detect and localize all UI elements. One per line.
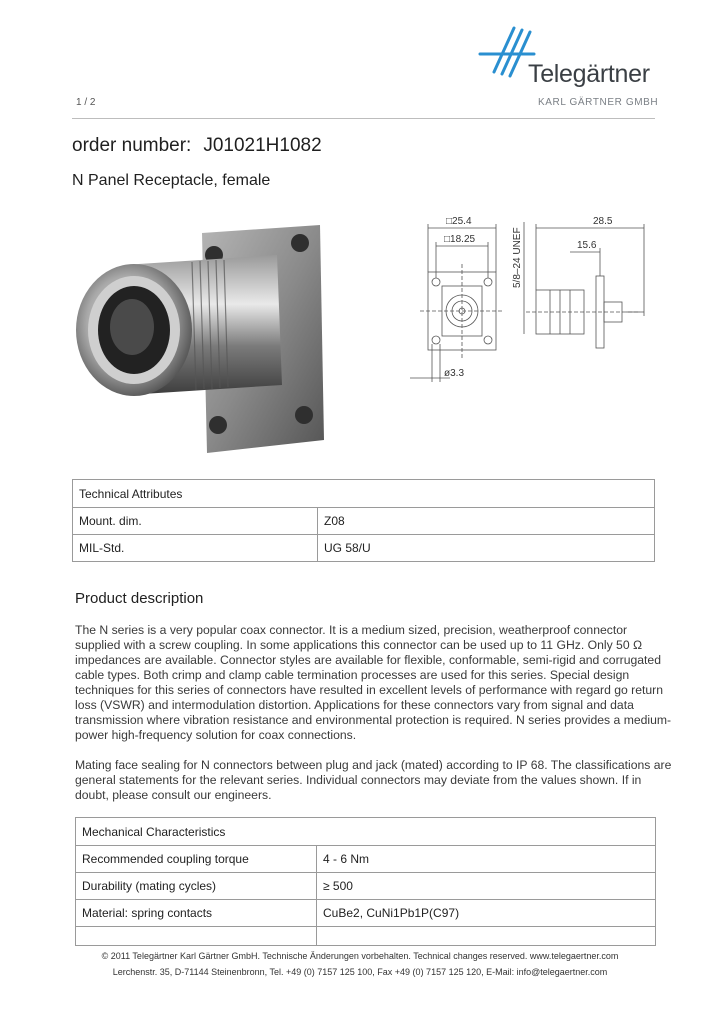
attr-value: UG 58/U: [318, 535, 655, 562]
table-row: [73, 508, 655, 535]
table-row: [73, 535, 655, 562]
footer-address: Lerchenstr. 35, D-71144 Steinenbronn, Tel. +49 (0) 7157 125 100, Fax +49 (0) 7157 125 120, E-Mail: info@telegaertner.com: [112, 967, 608, 977]
dim-inner-label: □18.25: [444, 234, 476, 245]
attr-value: Z08: [318, 508, 655, 535]
dim-hole-label: ø3.3: [444, 368, 465, 379]
product-description-title: Product description: [75, 590, 204, 607]
mech-value: 4 - 6 Nm: [317, 846, 656, 873]
dim-thread-label: 5/8–24 UNEF: [512, 227, 523, 288]
mechanical-title: Mechanical Characteristics: [76, 818, 656, 846]
dim-outer-label: □25.4: [446, 216, 472, 227]
dim-length-label: 28.5: [593, 216, 613, 227]
attr-label: Mount. dim.: [73, 508, 318, 535]
table-row: [76, 818, 656, 846]
description-paragraph-2: Mating face sealing for N connectors between plug and jack (mated) according to IP 68. The classifications are general statements for the relevant series. Individual connectors may deviate from the values shown. If in doubt, please consult our engineers.: [75, 758, 672, 802]
mech-label: Material: spring contacts: [76, 900, 317, 927]
brand-subtitle: KARL GÄRTNER GMBH: [538, 97, 659, 108]
dimension-drawing: [400, 210, 665, 395]
technical-attributes-title: Technical Attributes: [73, 480, 655, 508]
order-label: order number:: [72, 135, 192, 156]
brand-name: Telegärtner: [528, 60, 650, 88]
page-indicator: 1 / 2: [76, 97, 96, 108]
footer-copyright: © 2011 Telegärtner Karl Gärtner GmbH. Technische Änderungen vorbehalten. Technical changes reserved. www.telegaertner.com: [101, 951, 619, 961]
mechanical-characteristics-table: [75, 817, 656, 946]
mech-empty-cell: [76, 927, 317, 946]
technical-attributes-table: [72, 479, 655, 562]
mech-empty-cell: [317, 927, 656, 946]
table-row: [73, 480, 655, 508]
table-row: [76, 846, 656, 873]
order-number: J01021H1082: [203, 135, 322, 156]
product-photo: [72, 215, 332, 460]
table-row: [76, 900, 656, 927]
dim-body-label: 15.6: [577, 240, 597, 251]
order-number-line: [72, 135, 322, 157]
table-row: [76, 873, 656, 900]
header-divider: [72, 118, 655, 119]
mech-label: Durability (mating cycles): [76, 873, 317, 900]
mech-value: CuBe2, CuNi1Pb1P(C97): [317, 900, 656, 927]
table-row: [76, 927, 656, 946]
attr-label: MIL-Std.: [73, 535, 318, 562]
mech-label: Recommended coupling torque: [76, 846, 317, 873]
mech-value: ≥ 500: [317, 873, 656, 900]
description-paragraph-1: The N series is a very popular coax connector. It is a medium sized, precision, weatherproof connector supplied with a screw coupling. In some applications this connector can be used up to 11 GHz. Only 50 Ω impedances are available. Connector styles are available for flexible, conformable, semi-rigid and corrugated cable types. Both crimp and clamp cable termination processes are used for this series. Special design techniques for this series of connectors have resulted in excellent levels of performance with regard go return loss (VSWR) and intermodulation distortion. Applications for these connectors vary from signal and data transmission where vibration resistance and environmental protection is required. N series provides a medium-power high-frequency solution for coax connections.: [75, 623, 672, 742]
product-name: N Panel Receptacle, female: [72, 172, 271, 189]
